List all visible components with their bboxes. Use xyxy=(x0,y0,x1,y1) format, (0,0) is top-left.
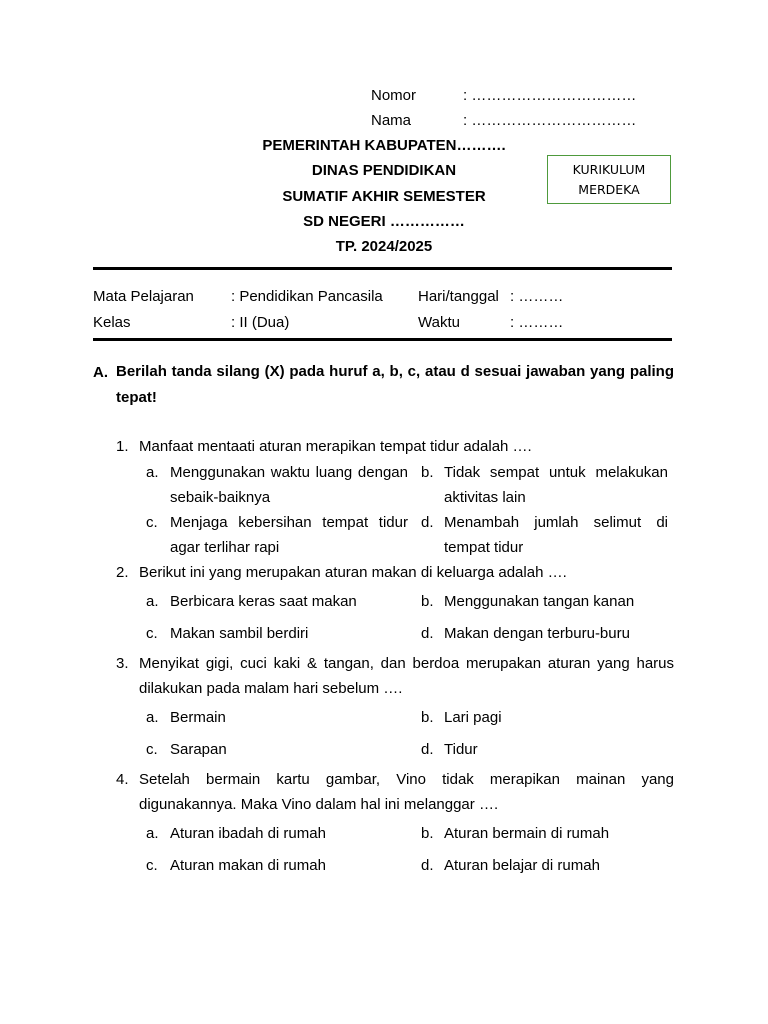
option-text: Menjaga kebersihan tempat tidur agar terlihar rapi xyxy=(170,514,408,556)
option-letter: c. xyxy=(146,857,158,874)
option-text: Lari pagi xyxy=(444,709,502,726)
info-divider xyxy=(93,338,672,341)
date-label: Hari/tanggal xyxy=(418,288,499,305)
option-letter: d. xyxy=(421,741,434,758)
option-text: Tidur xyxy=(444,741,478,758)
option-text: Sarapan xyxy=(170,741,227,758)
nama-value: : …………………………… xyxy=(463,112,637,129)
option-letter: b. xyxy=(421,825,434,842)
option-letter: d. xyxy=(421,857,434,874)
option-letter: b. xyxy=(421,464,434,481)
option-text: Bermain xyxy=(170,709,226,726)
question-number: 1. xyxy=(116,438,129,455)
nama-label: Nama xyxy=(371,112,412,129)
question-number: 3. xyxy=(116,655,129,672)
option-letter: a. xyxy=(146,825,159,842)
nomor-value: : …………………………… xyxy=(463,87,637,104)
curriculum-box xyxy=(547,155,671,204)
header-divider xyxy=(93,267,672,270)
question-number: 2. xyxy=(116,564,129,581)
subject-value: : Pendidikan Pancasila xyxy=(231,288,383,305)
section-letter: A. xyxy=(93,364,108,381)
option-text: Aturan makan di rumah xyxy=(170,857,326,874)
option-text: Menggunakan tangan kanan xyxy=(444,593,635,610)
option-letter: c. xyxy=(146,625,158,642)
option-text: Makan sambil berdiri xyxy=(170,625,309,642)
date-value: : ……… xyxy=(510,288,564,305)
curriculum-line-1: KURIKULUM xyxy=(572,162,646,177)
option-text: Menggunakan waktu luang dengan sebaik-baiknya xyxy=(170,464,408,506)
option-letter: d. xyxy=(421,625,434,642)
option-text: Berbicara keras saat makan xyxy=(170,593,357,610)
class-value: : II (Dua) xyxy=(231,314,290,331)
question-text: Manfaat mentaati aturan merapikan tempat tidur adalah …. xyxy=(139,438,532,455)
question-text: Setelah bermain kartu gambar, Vino tidak merapikan mainan yang digunakannya. Maka Vino dalam hal ini melanggar …. xyxy=(139,771,674,813)
option-text: Aturan ibadah di rumah xyxy=(170,825,326,842)
title-government: PEMERINTAH KABUPATEN………. xyxy=(262,137,506,154)
option-letter: c. xyxy=(146,514,158,531)
option-text: Tidak sempat untuk melakukan aktivitas lain xyxy=(444,464,668,506)
time-value: : ……… xyxy=(510,314,564,331)
option-letter: a. xyxy=(146,709,159,726)
subject-label: Mata Pelajaran xyxy=(93,288,194,305)
option-text: Menambah jumlah selimut di tempat tidur xyxy=(444,514,668,556)
time-label: Waktu xyxy=(418,314,460,331)
title-school: SD NEGERI …………… xyxy=(303,213,465,230)
nomor-label: Nomor xyxy=(371,87,417,104)
option-text: Aturan bermain di rumah xyxy=(444,825,610,842)
option-letter: b. xyxy=(421,709,434,726)
option-letter: d. xyxy=(421,514,434,531)
option-letter: a. xyxy=(146,593,159,610)
question-text: Menyikat gigi, cuci kaki & tangan, dan berdoa merupakan aturan yang harus dilakukan pada malam hari sebelum …. xyxy=(139,655,674,697)
title-school-year: TP. 2024/2025 xyxy=(335,238,433,255)
section-instruction: Berilah tanda silang (X) pada huruf a, b, c, atau d sesuai jawaban yang paling tepat! xyxy=(116,363,674,406)
class-label: Kelas xyxy=(93,314,131,331)
curriculum-line-2: MERDEKA xyxy=(578,182,640,197)
option-text: Aturan belajar di rumah xyxy=(444,857,600,874)
question-text: Berikut ini yang merupakan aturan makan di keluarga adalah …. xyxy=(139,564,567,581)
option-text: Makan dengan terburu-buru xyxy=(444,625,630,642)
option-letter: b. xyxy=(421,593,434,610)
title-exam: SUMATIF AKHIR SEMESTER xyxy=(282,188,486,205)
option-letter: c. xyxy=(146,741,158,758)
option-letter: a. xyxy=(146,464,159,481)
title-department: DINAS PENDIDIKAN xyxy=(311,162,457,179)
question-number: 4. xyxy=(116,771,129,788)
